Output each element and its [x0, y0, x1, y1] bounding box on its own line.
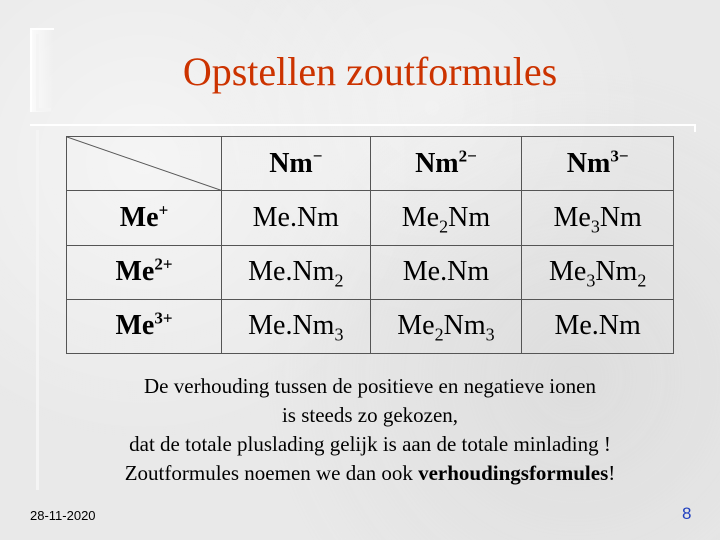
formula-cell: $Me.Nm_2$ — [222, 245, 371, 299]
table-row-me3 — [67, 299, 674, 353]
decorative-frame-left-rail — [36, 130, 51, 490]
slide-title: Opstellen zoutformules — [182, 49, 558, 94]
header-cell-nm2: $Nm^{2-}$ — [370, 137, 522, 191]
formula-cell: Me.Nm — [370, 245, 522, 299]
table-row-me1 — [67, 191, 674, 245]
salt-formula-table — [66, 136, 674, 354]
slide-date: 28-11-2020 — [30, 508, 96, 523]
diagonal-line — [67, 137, 221, 190]
explanation-line: Zoutformules noemen we dan ook verhoudingsformules! — [124, 461, 616, 485]
table-header-row — [67, 137, 674, 191]
table-row-me2 — [67, 245, 674, 299]
header-cell-nm3: $Nm^{3-}$ — [522, 137, 674, 191]
formula-cell: $Me_2Nm_3$ — [370, 299, 522, 353]
header-cell-nm1: Nm− — [222, 137, 371, 191]
highlighted-term: verhoudingsformules — [418, 461, 609, 485]
formula-cell: Me.Nm — [222, 191, 371, 245]
table-corner-cell — [67, 137, 222, 191]
explanation-line: is steeds zo gekozen, — [281, 403, 459, 427]
formula-cell: $Me_3Nm_2$ — [522, 245, 674, 299]
formula-cell: $Me.Nm_3$ — [222, 299, 371, 353]
row-label-me2: $Me^{2+}$ — [67, 245, 222, 299]
explanation-text — [60, 372, 680, 488]
formula-cell: $Me_3Nm$ — [522, 191, 674, 245]
row-label-me3: $Me^{3+}$ — [67, 299, 222, 353]
explanation-line: dat de totale pluslading gelijk is aan de totale minlading ! — [129, 432, 611, 456]
row-label-me1: Me+ — [67, 191, 222, 245]
page-number: 8 — [682, 504, 692, 523]
formula-cell: $Me_2Nm$ — [370, 191, 522, 245]
formula-cell: Me.Nm — [522, 299, 674, 353]
decorative-frame-horizontal — [30, 124, 696, 132]
explanation-line: De verhouding tussen de positieve en negatieve ionen — [144, 374, 596, 398]
